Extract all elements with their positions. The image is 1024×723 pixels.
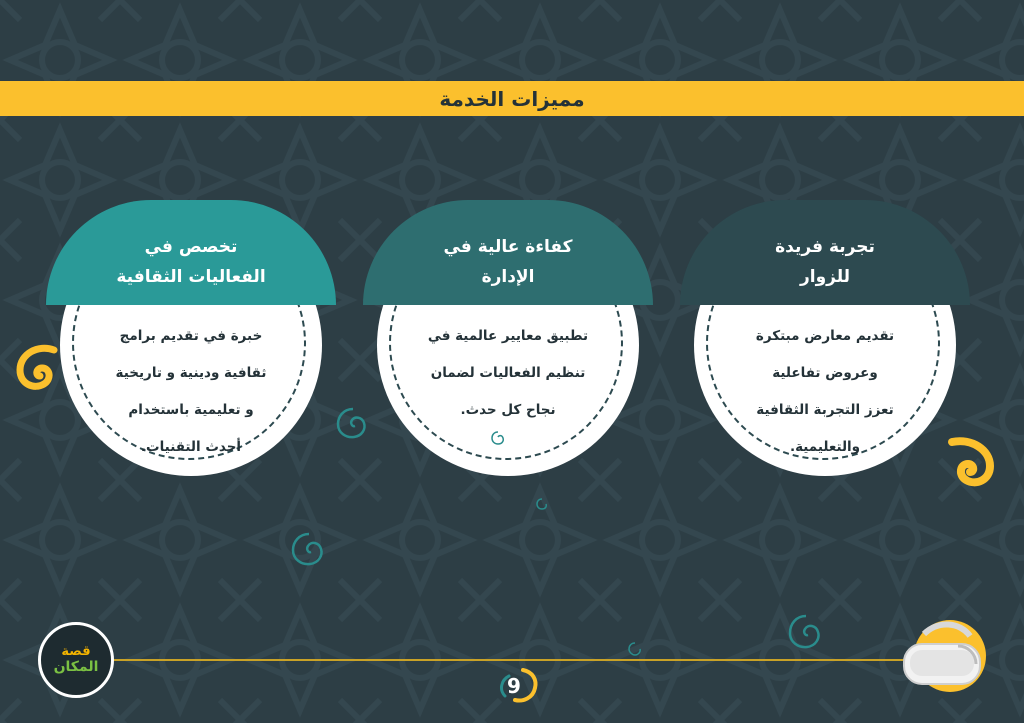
card-text-line: تعزز التجربة الثقافية xyxy=(756,402,894,418)
title-banner xyxy=(0,81,1024,116)
card-text-line: ثقافية ودينية و تاريخية xyxy=(115,365,267,381)
brand-logo xyxy=(38,622,114,698)
logo-text-top: قصة xyxy=(61,644,91,659)
card-text-line: تطبيق معايير عالمية في xyxy=(427,328,589,344)
card-title-line: للزوار xyxy=(799,266,851,287)
card-description xyxy=(91,318,291,466)
card-description xyxy=(408,318,608,429)
feature-card-unique-experience xyxy=(680,200,970,490)
card-title-line: تجربة فريدة xyxy=(775,236,875,257)
card-header xyxy=(363,200,653,305)
feature-card-cultural-events xyxy=(46,200,336,490)
swirl-icon xyxy=(944,436,994,488)
swirl-icon xyxy=(335,405,371,441)
card-text-line: تنظيم الفعاليات لضمان xyxy=(430,365,586,381)
vr-headset-icon xyxy=(898,616,988,694)
card-title-line: الفعاليات الثقافية xyxy=(116,266,266,287)
logo-text-main: المكان xyxy=(53,659,99,675)
card-text-line: وعروض تفاعلية xyxy=(772,365,878,381)
swirl-icon xyxy=(290,530,328,568)
card-title xyxy=(91,232,291,292)
card-text-line: والتعليمية. xyxy=(789,439,861,455)
page-title: مميزات الخدمة xyxy=(439,86,585,111)
card-text-line: نجاح كل حدث. xyxy=(460,402,556,418)
card-text-line: و تعليمية باستخدام xyxy=(128,402,254,418)
card-title xyxy=(408,232,608,292)
swirl-icon xyxy=(490,430,506,446)
card-title xyxy=(725,232,925,292)
footer-divider xyxy=(110,659,910,661)
card-text-line: تقديم معارض مبتكرة xyxy=(755,328,895,344)
page-number: 9 xyxy=(507,674,521,698)
card-header xyxy=(680,200,970,305)
card-title-line: كفاءة عالية في xyxy=(443,236,573,257)
swirl-icon xyxy=(786,612,826,652)
card-description xyxy=(725,318,925,466)
page-number-badge xyxy=(495,666,539,706)
swirl-icon xyxy=(536,498,548,510)
swirl-icon xyxy=(16,342,62,392)
card-text-line: خبرة في تقديم برامج xyxy=(119,328,263,344)
swirl-icon xyxy=(628,642,642,656)
card-title-line: تخصص في xyxy=(144,236,238,257)
card-header xyxy=(46,200,336,305)
card-title-line: الإدارة xyxy=(481,266,535,287)
feature-card-high-efficiency xyxy=(363,200,653,490)
card-text-line: أحدث التقنيات. xyxy=(140,439,242,455)
